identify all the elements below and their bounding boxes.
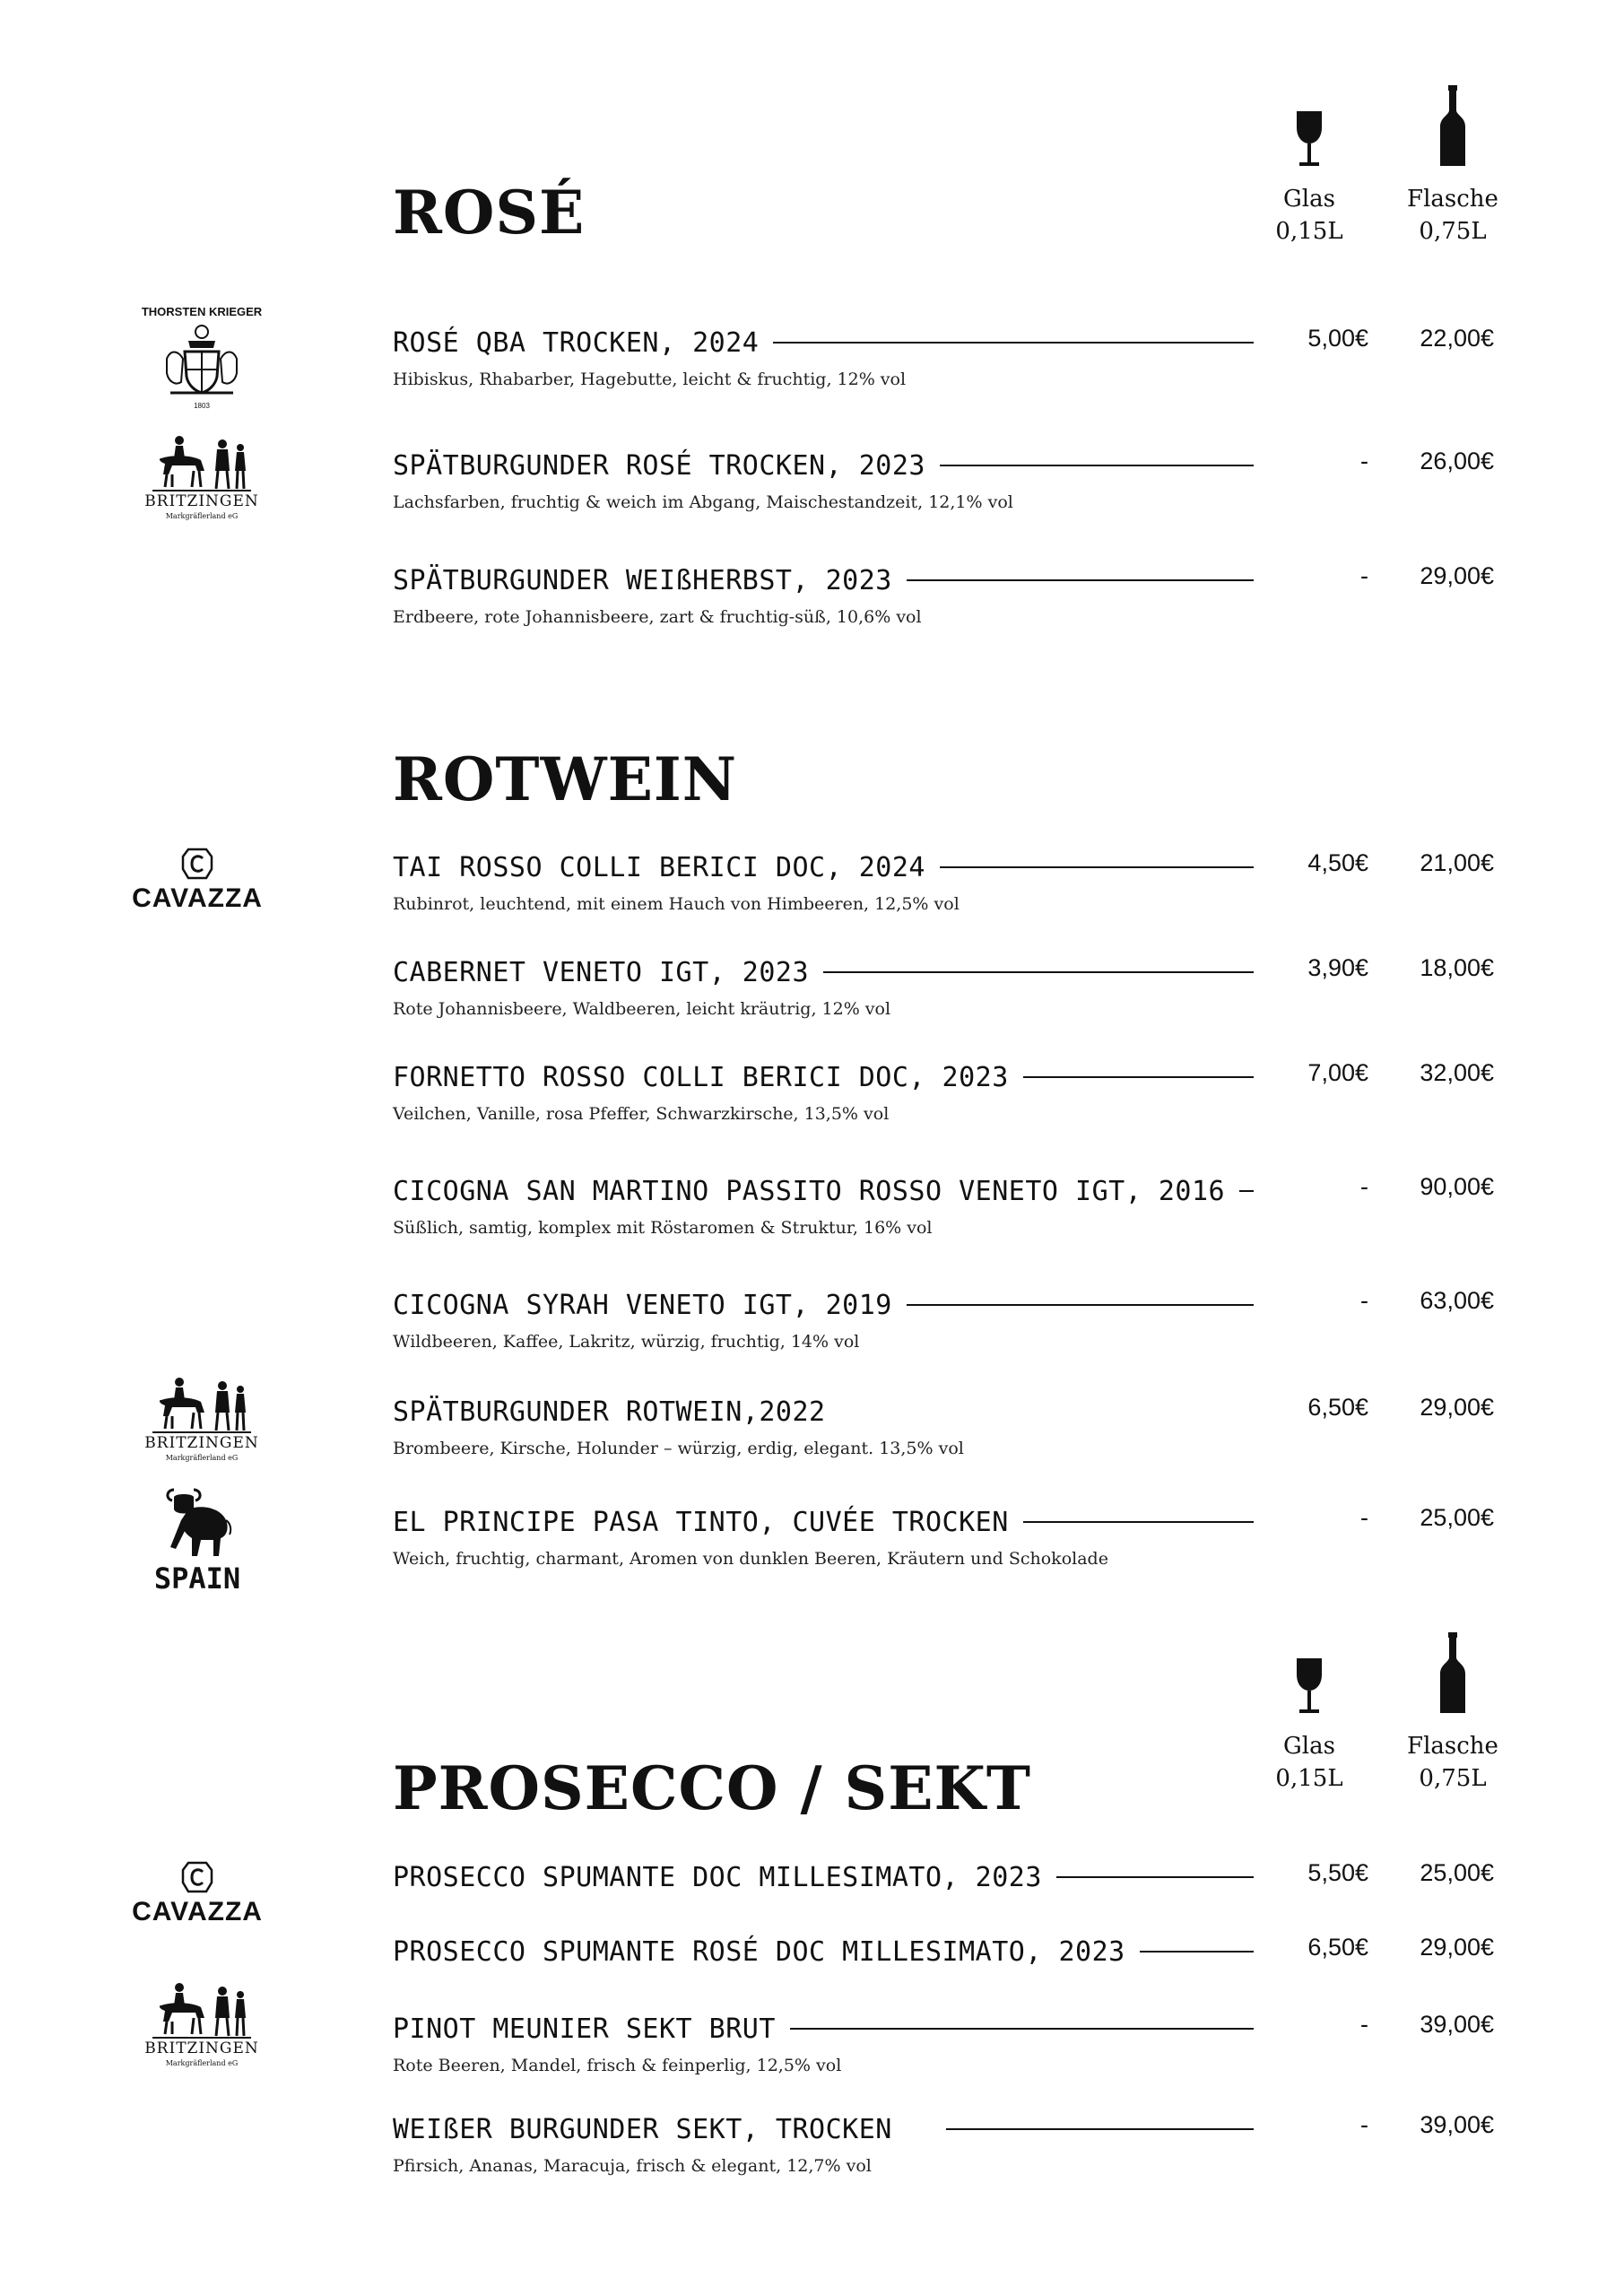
britzingen-logo-subtext: Markgräflerland eG [165,512,239,520]
cavazza-logo-text: CAVAZZA [132,1897,263,1926]
bottle-price: 29,00€ [1420,1934,1494,1961]
bottle-price: 29,00€ [1420,562,1494,589]
glass-volume: 0,15L [1275,1765,1343,1792]
wine-item [393,1502,1496,1592]
wine-name: SPÄTBURGUNDER WEIßHERBST, 2023 [393,564,892,596]
bottle-price: 18,00€ [1420,954,1494,981]
leader-line [907,579,1254,581]
britzingen-logo [135,1377,269,1466]
wine-bottle-icon [1435,1632,1471,1715]
wine-name: SPÄTBURGUNDER ROSÉ TROCKEN, 2023 [393,449,925,482]
glass-volume: 0,15L [1275,218,1343,245]
wine-name: CICOGNA SYRAH VENETO IGT, 2019 [393,1289,892,1321]
leader-line [1239,1190,1254,1192]
section-title-prosecco: PROSECCO / SEKT [393,1753,1031,1823]
thorsten-krieger-logo [126,305,278,413]
britzingen-logo-text: BRITZINGEN [144,1434,259,1452]
wine-name: SPÄTBURGUNDER ROTWEIN,2022 [393,1396,826,1428]
britzingen-logo-text: BRITZINGEN [144,2039,259,2057]
bottle-label: Flasche [1407,1733,1498,1760]
leader-line [1056,1876,1254,1878]
bottle-label: Flasche [1407,186,1498,213]
glass-price: - [1360,448,1368,474]
wine-item [393,561,1496,650]
bottle-column-header [1390,1632,1515,1798]
wine-item [393,848,1496,937]
wine-name: CICOGNA SAN MARTINO PASSITO ROSSO VENETO IGT, 2016 [393,1175,1226,1207]
wine-name: PROSECCO SPUMANTE ROSÉ DOC MILLESIMATO, 2023 [393,1935,1125,1968]
britzingen-logo [135,435,269,525]
glass-price: 7,00€ [1307,1059,1368,1086]
bottle-volume: 0,75L [1419,218,1487,245]
britzingen-logo-subtext: Markgräflerland eG [165,2059,239,2067]
wine-item [393,1932,1496,2022]
glass-label: Glas [1283,1733,1335,1760]
wine-description: Wildbeeren, Kaffee, Lakritz, würzig, fruchtig, 14% vol [393,1332,860,1352]
bottle-price: 26,00€ [1420,448,1494,474]
bottle-column-header [1390,85,1515,251]
cavazza-logo-text: CAVAZZA [132,883,263,913]
cavazza-emblem-icon [179,1861,215,1893]
wine-name: EL PRINCIPE PASA TINTO, CUVÉE TROCKEN [393,1506,1009,1538]
rider-horse-icon [152,1377,251,1434]
wine-name: PINOT MEUNIER SEKT BRUT [393,2013,776,2045]
glass-price: - [1360,562,1368,589]
wine-item [393,1171,1496,1261]
glass-price: 4,50€ [1307,849,1368,876]
wine-description: Veilchen, Vanille, rosa Pfeffer, Schwarzkirsche, 13,5% vol [393,1104,890,1124]
wine-glass-icon [1291,1655,1327,1718]
leader-line [823,971,1254,973]
wine-glass-icon [1291,108,1327,170]
wine-item [393,952,1496,1042]
bottle-price: 90,00€ [1420,1173,1494,1200]
wine-name: WEIßER BURGUNDER SEKT, TROCKEN [393,2113,892,2145]
section-title-rotwein: ROTWEIN [393,744,738,814]
glass-price: - [1360,1287,1368,1314]
rider-horse-icon [152,1982,251,2039]
bottle-price: 39,00€ [1420,2111,1494,2138]
britzingen-logo [135,1982,269,2072]
krieger-logo-text: THORSTEN KRIEGER [141,305,263,318]
leader-line [1023,1521,1254,1523]
wine-description: Rote Johannisbeere, Waldbeeren, leicht kräutrig, 12% vol [393,999,891,1019]
leader-line [773,342,1254,344]
leader-line [940,465,1254,466]
leader-line [1140,1951,1254,1952]
wine-description: Hibiskus, Rhabarber, Hagebutte, leicht & fruchtig, 12% vol [393,370,907,389]
bottle-price: 39,00€ [1420,2011,1494,2038]
glass-price: - [1360,2011,1368,2038]
glass-price: 6,50€ [1307,1934,1368,1961]
glass-column-header [1255,108,1363,251]
leader-line [940,866,1254,868]
britzingen-logo-text: BRITZINGEN [144,492,259,510]
bottle-price: 32,00€ [1420,1059,1494,1086]
wine-item [393,323,1496,413]
coat-of-arms-icon [161,323,242,402]
wine-description: Erdbeere, rote Johannisbeere, zart & fruchtig-süß, 10,6% vol [393,607,922,627]
wine-item [393,446,1496,535]
glass-label: Glas [1283,186,1335,213]
wine-name: TAI ROSSO COLLI BERICI DOC, 2024 [393,851,925,883]
leader-line [907,1304,1254,1306]
wine-description: Rote Beeren, Mandel, frisch & feinperlig, 12,5% vol [393,2056,842,2075]
bottle-volume: 0,75L [1419,1765,1487,1792]
wine-description: Weich, fruchtig, charmant, Aromen von dunklen Beeren, Kräutern und Schokolade [393,1549,1108,1569]
leader-line [790,2028,1254,2030]
glass-price: - [1360,1173,1368,1200]
bull-icon [161,1484,233,1560]
bottle-price: 22,00€ [1420,325,1494,352]
bottle-price: 25,00€ [1420,1504,1494,1531]
wine-item [393,2009,1496,2099]
cavazza-emblem-icon [179,848,215,880]
glass-price: - [1360,1504,1368,1531]
leader-line [1023,1076,1254,1078]
bottle-price: 25,00€ [1420,1859,1494,1886]
section-title-rose: ROSÉ [393,178,586,248]
wine-description: Rubinrot, leuchtend, mit einem Hauch von Himbeeren, 12,5% vol [393,894,960,914]
glass-price: - [1360,2111,1368,2138]
wine-description: Lachsfarben, fruchtig & weich im Abgang, Maischestandzeit, 12,1% vol [393,492,1013,512]
wine-item [393,2109,1496,2199]
cavazza-logo [117,1861,278,1933]
britzingen-logo-subtext: Markgräflerland eG [165,1454,239,1462]
wine-bottle-icon [1435,85,1471,168]
bottle-price: 63,00€ [1420,1287,1494,1314]
wine-item [393,1057,1496,1147]
rider-horse-icon [152,435,251,492]
wine-item [393,1285,1496,1375]
glass-price: 5,50€ [1307,1859,1368,1886]
glass-price: 6,50€ [1307,1394,1368,1421]
glass-price: 5,00€ [1307,325,1368,352]
wine-name: CABERNET VENETO IGT, 2023 [393,956,810,988]
wine-item [393,1392,1496,1482]
wine-description: Süßlich, samtig, komplex mit Röstaromen & Struktur, 16% vol [393,1218,933,1238]
wine-name: ROSÉ QBA TROCKEN, 2024 [393,326,760,359]
glass-price: 3,90€ [1307,954,1368,981]
leader-line [946,2128,1254,2130]
krieger-logo-year: 1803 [194,402,210,410]
spain-logo-text: SPAIN [153,1561,241,1596]
bottle-price: 29,00€ [1420,1394,1494,1421]
spain-logo [135,1484,260,1596]
wine-name: PROSECCO SPUMANTE DOC MILLESIMATO, 2023 [393,1861,1042,1893]
bottle-price: 21,00€ [1420,849,1494,876]
wine-description: Pfirsich, Ananas, Maracuja, frisch & elegant, 12,7% vol [393,2156,872,2176]
glass-column-header [1255,1655,1363,1798]
wine-description: Brombeere, Kirsche, Holunder – würzig, erdig, elegant. 13,5% vol [393,1439,964,1458]
cavazza-logo [117,848,278,919]
wine-name: FORNETTO ROSSO COLLI BERICI DOC, 2023 [393,1061,1009,1093]
